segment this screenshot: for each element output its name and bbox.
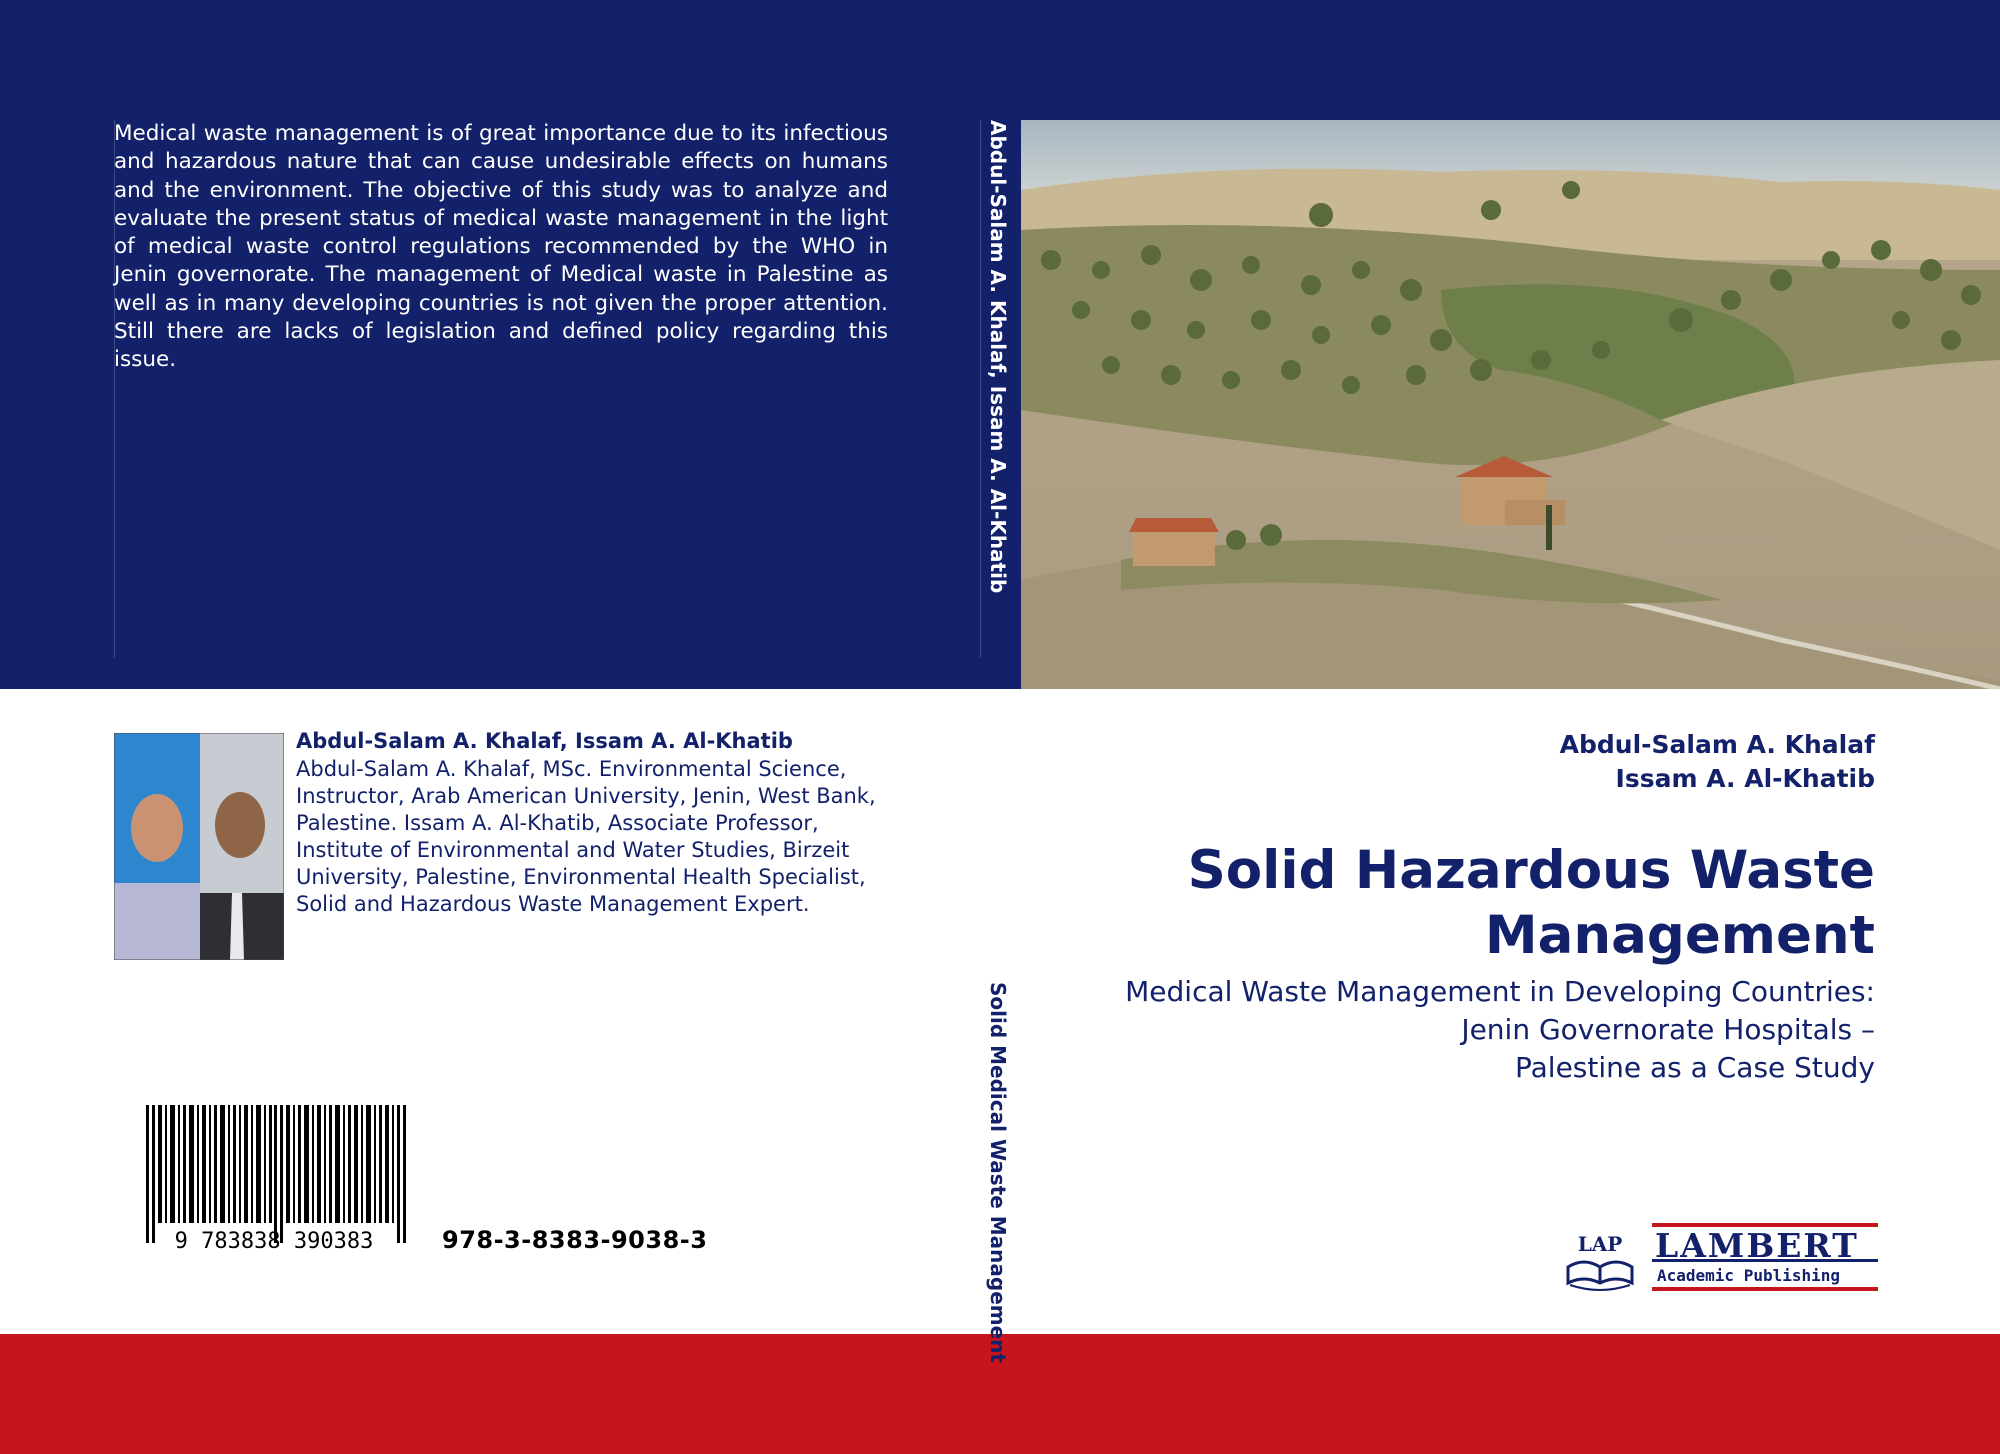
cover-landscape-photo [1021, 120, 2000, 689]
book-subtitle-line-1: Medical Waste Management in Developing Countries: [1125, 975, 1875, 1008]
book-title-line-1: Solid Hazardous Waste [1187, 840, 1875, 901]
book-subtitle-line-2: Jenin Governorate Hospitals – [1461, 1013, 1875, 1046]
author-bio: Abdul-Salam A. Khalaf, MSc. Environmental Science, Instructor, Arab American University, Jenin, West Bank, Palestine. Issam A. Al-Khatib, Associate Professor, Institute of Environmental and Water Studies, Birzeit University, Palestine, Environmental Health Specialist, Solid and Hazardous Waste Management Expert. [296, 757, 876, 916]
front-author-2: Issam A. Al-Khatib [1615, 764, 1875, 793]
open-book-icon [1568, 1232, 1632, 1290]
front-cover-authors [1560, 728, 1875, 796]
isbn-number: 978-3-8383-9038-3 [442, 1226, 708, 1254]
book-title [1188, 838, 1875, 968]
bio-authors-name: Abdul-Salam A. Khalaf, Issam A. Al-Khatib [296, 729, 793, 753]
publisher-emblem-text: LAP [1577, 1232, 1623, 1256]
publisher-name: LAMBERT [1655, 1226, 1859, 1265]
book-subtitle-line-3: Palestine as a Case Study [1515, 1051, 1875, 1084]
spine-authors: Abdul-Salam A. Khalaf, Issam A. Al-Khatib [986, 120, 1010, 594]
spine-title: Solid Medical Waste Management [986, 982, 1010, 1363]
authors-photo [114, 733, 284, 960]
spine-guide [980, 120, 981, 658]
barcode-digits: 9 783838 390383 [174, 1229, 374, 1254]
book-subtitle [1125, 973, 1875, 1087]
isbn-barcode [114, 1105, 434, 1255]
back-cover-blurb: Medical waste management is of great importance due to its infectious and hazardous nature that can cause undesirable effects on humans and the environment. The objective of this study was to analyze and evaluate the present status of medical waste management in the light of medical waste control regulations recommended by the WHO in Jenin governorate. The management of Medical waste in Palestine as well as in many developing countries is not given the proper attention. Still there are lacks of legislation and defined policy regarding this issue. [114, 121, 888, 373]
publisher-tagline: Academic Publishing [1657, 1266, 1841, 1285]
front-author-1: Abdul-Salam A. Khalaf [1559, 730, 1875, 759]
book-title-line-2: Management [1484, 905, 1875, 966]
